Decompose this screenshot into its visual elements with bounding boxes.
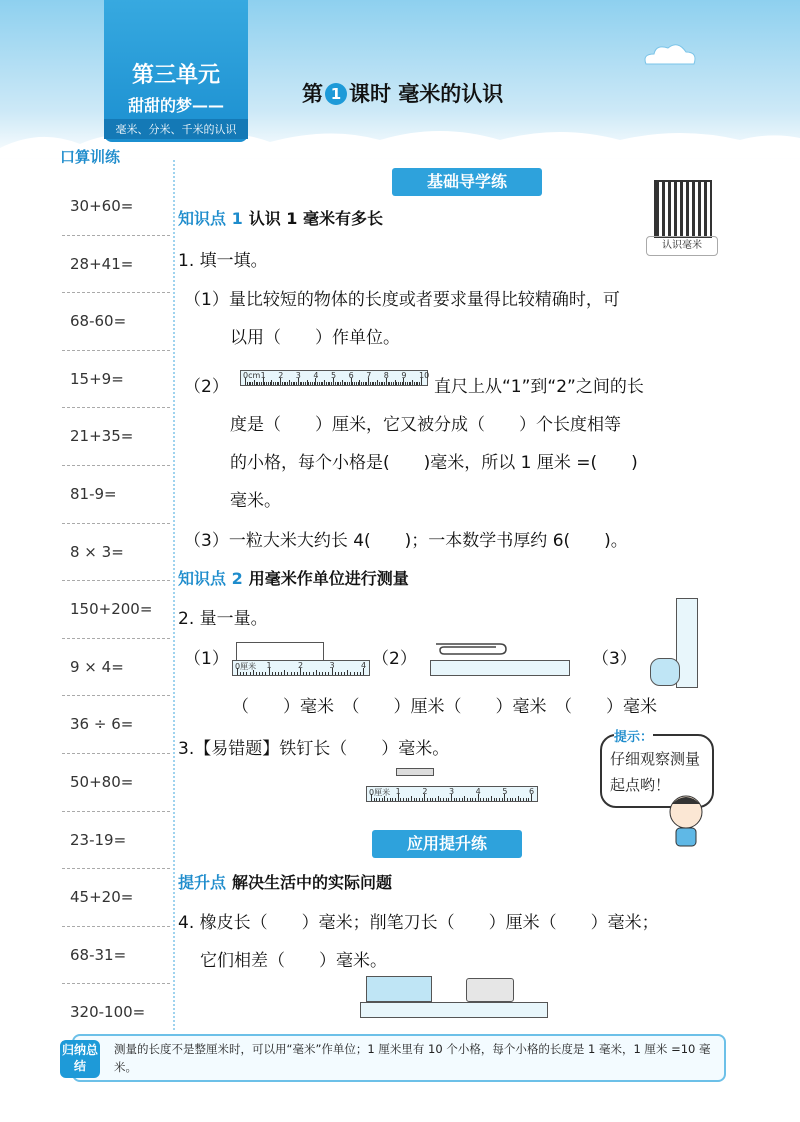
ruler-label: 1 <box>395 787 401 796</box>
unit-title: 第三单元 <box>131 63 220 88</box>
kp-label: 知识点 2 <box>178 569 243 588</box>
ruler-label: 2 <box>422 787 428 796</box>
ruler-tick <box>475 798 476 801</box>
eraser-image <box>366 976 432 1002</box>
ruler-label: 0cm <box>243 371 261 380</box>
ruler-tick <box>256 672 257 675</box>
ruler-label: 3 <box>329 661 335 670</box>
page-title <box>302 78 503 108</box>
lesson-number: 1 <box>325 83 347 105</box>
question-2-label-1: （1） <box>184 649 229 669</box>
drill-item: 68-60= <box>62 293 170 351</box>
cloud-icon <box>640 40 700 70</box>
drill-item: 68-31= <box>62 927 170 985</box>
knowledge-point-2 <box>178 566 409 589</box>
ruler-label: 6 <box>529 787 535 796</box>
ruler-tick <box>488 798 489 801</box>
ruler-tick <box>284 670 285 675</box>
ruler-tick <box>265 672 266 675</box>
ruler-tick <box>309 672 310 675</box>
ruler-tick <box>338 672 339 675</box>
drill-item: 21+35= <box>62 408 170 466</box>
ruler-tick <box>438 796 439 801</box>
summary-badge: 归纳总结 <box>60 1040 100 1078</box>
ruler-tick <box>483 798 484 801</box>
ruler-tick <box>491 796 492 801</box>
ruler-label: 1 <box>266 661 272 670</box>
drill-title: 口算训练 <box>60 148 121 166</box>
ruler-tick <box>467 798 468 801</box>
drill-item: 8 × 3= <box>62 524 170 582</box>
drill-item: 15+9= <box>62 351 170 409</box>
ruler-tick <box>427 798 428 801</box>
ruler-tick <box>480 798 481 801</box>
drill-item: 9 × 4= <box>62 639 170 697</box>
lesson-prefix: 第 <box>302 82 323 106</box>
drill-item: 50+80= <box>62 754 170 812</box>
question-3: 3.【易错题】铁钉长（ ）毫米。 <box>178 739 450 759</box>
ruler-tick <box>459 798 460 801</box>
ruler-tick <box>357 672 358 675</box>
question-1-1-line-b: 以用（ ）作单位。 <box>230 328 400 348</box>
question-1-2-line-a: 直尺上从“1”到“2”之间的长 <box>434 377 644 397</box>
unit-subtitle: 甜甜的梦—— <box>127 96 224 115</box>
cartoon-boy-icon <box>660 790 720 850</box>
ruler-tick <box>382 798 383 801</box>
ruler-tick <box>507 798 508 801</box>
ruler-tick <box>262 672 263 675</box>
cylinder-cup <box>650 658 680 686</box>
question-2-label-2: （2） <box>372 649 417 669</box>
ruler-tick <box>387 798 388 801</box>
kp-label: 提升点 <box>178 873 227 892</box>
qr-code[interactable] <box>654 180 712 238</box>
ruler-tick <box>316 670 317 675</box>
ruler-tick <box>259 672 260 675</box>
ruler-tick <box>325 672 326 675</box>
ruler-tick <box>303 672 304 675</box>
drill-list <box>62 178 170 1042</box>
ruler-tick <box>350 672 351 675</box>
ruler-label: 0厘米 <box>235 662 257 671</box>
ruler-tick <box>297 672 298 675</box>
ruler-tick <box>379 798 380 801</box>
drill-item: 81-9= <box>62 466 170 524</box>
ruler-tick <box>403 798 404 801</box>
ruler-label: 5 <box>331 371 337 380</box>
ruler-label: 5 <box>502 787 508 796</box>
ruler-label: 4 <box>475 787 481 796</box>
ruler-tick <box>411 796 412 801</box>
question-2-answers: （ ）毫米 （ ）厘米（ ）毫米 （ ）毫米 <box>232 697 657 717</box>
ruler-tick <box>499 798 500 801</box>
ruler-tick <box>472 798 473 801</box>
ruler-tick <box>319 672 320 675</box>
question-4-line-a: 4. 橡皮长（ ）毫米；削笔刀长（ ）厘米（ ）毫米； <box>178 913 659 933</box>
ruler-tick <box>494 798 495 801</box>
ruler-tick <box>456 798 457 801</box>
ruler-label: 3 <box>449 787 455 796</box>
ruler-tick <box>435 798 436 801</box>
drill-item: 45+20= <box>62 869 170 927</box>
ruler-tick <box>240 672 241 675</box>
question-1-2-line-d: 毫米。 <box>230 491 281 511</box>
drill-item: 36 ÷ 6= <box>62 696 170 754</box>
question-1-2-line-b: 度是（ ）厘米，它又被分成（ ）个长度相等 <box>230 415 621 435</box>
ruler-tick <box>281 672 282 675</box>
ruler-tick <box>462 798 463 801</box>
ruler-tick <box>528 798 529 801</box>
ruler-tick <box>341 672 342 675</box>
question-1-2-label: （2） <box>184 377 229 397</box>
advanced-point <box>178 870 392 893</box>
ruler-tick <box>510 798 511 801</box>
ruler-tick <box>406 798 407 801</box>
ruler-label: 0厘米 <box>369 788 391 797</box>
ruler-tick <box>440 798 441 801</box>
unit-topics: 毫米、分米、千米的认识 <box>104 119 248 139</box>
kp-title: 解决生活中的实际问题 <box>232 873 393 892</box>
ruler-tick <box>275 672 276 675</box>
ruler-label: 1 <box>260 371 266 380</box>
ruler-label: 10 <box>419 371 430 380</box>
paperclip-icon <box>430 640 510 658</box>
ruler-tick <box>464 796 465 801</box>
ruler-tick <box>246 672 247 675</box>
ruler-tick <box>523 798 524 801</box>
ruler-tick <box>430 798 431 801</box>
question-2-label-3: （3） <box>592 649 637 669</box>
ruler-tick <box>422 798 423 801</box>
drill-item: 320-100= <box>62 984 170 1042</box>
ruler-tick <box>347 670 348 675</box>
question-1-1-line-a: （1）量比较短的物体的长度或者要求量得比较精确时，可 <box>184 290 620 310</box>
ruler-tick <box>400 798 401 801</box>
ruler-tick <box>526 798 527 801</box>
drill-item: 150+200= <box>62 581 170 639</box>
ruler-label: 6 <box>348 371 354 380</box>
ruler-tick <box>313 672 314 675</box>
ruler-tick <box>446 798 447 801</box>
ruler-tick <box>344 672 345 675</box>
nail-image <box>396 768 434 776</box>
ruler-tick <box>448 798 449 801</box>
kp-title: 用毫米作单位进行测量 <box>248 569 409 588</box>
ruler-tick <box>432 798 433 801</box>
ruler-tick <box>419 798 420 801</box>
ruler-tick <box>518 796 519 801</box>
ruler-tick <box>272 672 273 675</box>
ruler-tick <box>390 798 391 801</box>
ruler-tick <box>408 798 409 801</box>
ruler-tick <box>395 798 396 801</box>
ruler-short <box>232 660 370 676</box>
measured-bar <box>236 642 324 662</box>
ruler-tick <box>470 798 471 801</box>
ruler-tick <box>486 798 487 801</box>
ruler-tick <box>374 798 375 801</box>
lesson-title: 课时 毫米的认识 <box>349 82 504 106</box>
drill-item: 28+41= <box>62 236 170 294</box>
ruler-label: 2 <box>278 371 284 380</box>
ruler-image <box>240 370 428 386</box>
ruler-tick <box>278 672 279 675</box>
column-divider <box>173 160 175 1030</box>
qr-label: 认识毫米 <box>646 236 718 256</box>
drill-item: 30+60= <box>62 178 170 236</box>
ruler-label: 4 <box>313 371 319 380</box>
ruler-paperclip <box>430 660 570 676</box>
ruler-tick <box>335 672 336 675</box>
ruler-tick <box>250 672 251 675</box>
kp-title: 认识 1 毫米有多长 <box>248 209 383 228</box>
ruler-tick <box>287 672 288 675</box>
ruler-label: 8 <box>383 371 389 380</box>
ruler-tick <box>502 798 503 801</box>
ruler-tick <box>294 672 295 675</box>
ruler-tick <box>376 798 377 801</box>
summary-box <box>61 1034 726 1082</box>
section-banner-advanced: 应用提升练 <box>372 830 522 858</box>
ruler-label: 7 <box>366 371 372 380</box>
hint-label: 提示： <box>614 726 653 745</box>
section-banner-basic: 基础导学练 <box>392 168 542 196</box>
ruler-tick <box>512 798 513 801</box>
ruler-tick <box>243 672 244 675</box>
ruler-label: 3 <box>295 371 301 380</box>
question-1-2-line-c: 的小格，每个小格是( )毫米，所以 1 厘米 =( ) <box>230 453 638 473</box>
question-4-line-b: 它们相差（ ）毫米。 <box>200 951 387 971</box>
sharpener-image <box>466 978 514 1002</box>
ruler-tick <box>520 798 521 801</box>
ruler-tick <box>291 672 292 675</box>
ruler-tick <box>360 672 361 675</box>
ruler-nail <box>366 786 538 802</box>
kp-label: 知识点 1 <box>178 209 243 228</box>
ruler-tick <box>454 798 455 801</box>
drill-item: 23-19= <box>62 812 170 870</box>
ruler-tick <box>443 798 444 801</box>
question-2-title: 2. 量一量。 <box>178 609 268 629</box>
ruler-tick <box>354 672 355 675</box>
knowledge-point-1 <box>178 206 383 229</box>
question-1-title: 1. 填一填。 <box>178 251 268 271</box>
ruler-label: 4 <box>361 661 367 670</box>
ruler-tick <box>328 672 329 675</box>
ruler-tick <box>416 798 417 801</box>
ruler-stationery <box>360 1002 548 1018</box>
ruler-tick <box>392 798 393 801</box>
ruler-label: 9 <box>401 371 407 380</box>
question-1-3: （3）一粒大米大约长 4( )；一本数学书厚约 6( )。 <box>184 531 628 551</box>
ruler-tick <box>306 672 307 675</box>
ruler-label: 2 <box>298 661 304 670</box>
summary-text: 测量的长度不是整厘米时，可以用“毫米”作单位；1 厘米里有 10 个小格，每个小格的长度是 1 毫米，1 厘米 =10 毫米。 <box>114 1042 711 1074</box>
ruler-tick <box>515 798 516 801</box>
hint-text: 仔细观察测量起点哟！ <box>610 750 701 794</box>
ruler-tick <box>322 672 323 675</box>
unit-tag <box>104 0 248 142</box>
ruler-tick <box>496 798 497 801</box>
ruler-tick <box>414 798 415 801</box>
